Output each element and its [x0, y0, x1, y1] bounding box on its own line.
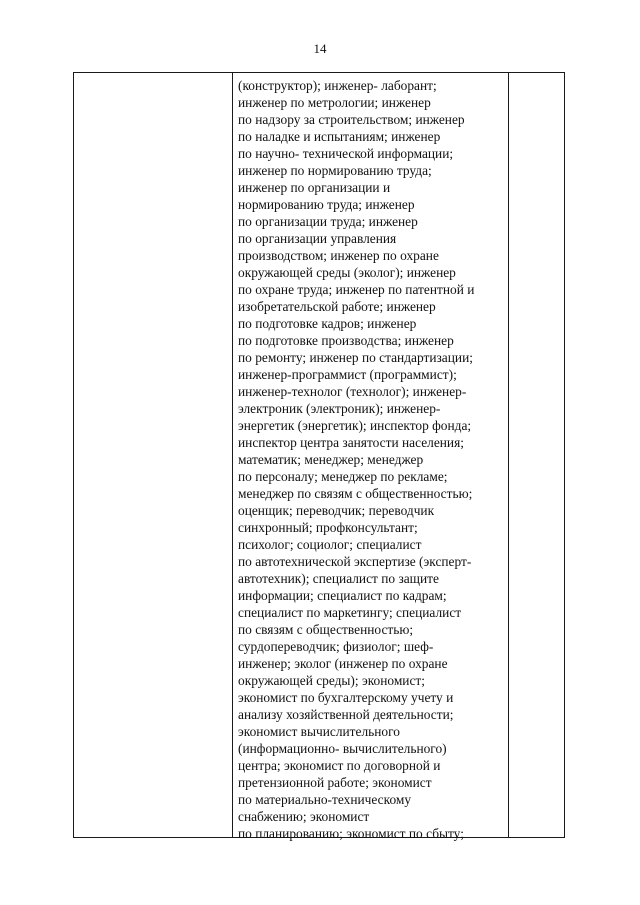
cell-text-line: электроник (электроник); инженер-: [238, 401, 441, 416]
cell-text-line: по организации труда; инженер: [238, 214, 418, 229]
cell-text-line: окружающей среды (эколог); инженер: [238, 265, 456, 280]
cell-text-line: по надзору за строительством; инженер: [238, 112, 465, 127]
cell-text-line: по планированию; экономист по сбыту;: [238, 826, 464, 841]
cell-text-line: инженер по организации и: [238, 180, 391, 195]
cell-text-line: производством; инженер по охране: [238, 248, 439, 263]
cell-text-line: инспектор центра занятости населения;: [238, 435, 464, 450]
cell-text-line: синхронный; профконсультант;: [238, 520, 418, 535]
cell-text-line: инженер по нормированию труда;: [238, 163, 432, 178]
cell-text-line: автотехник); специалист по защите: [238, 571, 439, 586]
column-divider-left: [232, 73, 233, 837]
cell-text-line: по ремонту; инженер по стандартизации;: [238, 350, 473, 365]
cell-text-line: экономист вычислительного: [238, 724, 400, 739]
cell-text-line: анализу хозяйственной деятельности;: [238, 707, 454, 722]
cell-text-line: по материально-техническому: [238, 792, 412, 807]
cell-text-line: сурдопереводчик; физиолог; шеф-: [238, 639, 434, 654]
column-divider-right: [508, 73, 509, 837]
cell-text-line: экономист по бухгалтерскому учету и: [238, 690, 454, 705]
positions-list-cell: [238, 77, 508, 842]
cell-text-line: инженер по метрологии; инженер: [238, 95, 431, 110]
cell-text-line: нормированию труда; инженер: [238, 197, 415, 212]
cell-text-line: снабжению; экономист: [238, 809, 370, 824]
cell-text-line: энергетик (энергетик); инспектор фонда;: [238, 418, 472, 433]
cell-text-line: специалист по маркетингу; специалист: [238, 605, 462, 620]
cell-text-line: по организации управления: [238, 231, 397, 246]
cell-text-line: по наладке и испытаниям; инженер: [238, 129, 441, 144]
cell-text-line: инженер-технолог (технолог); инженер-: [238, 384, 467, 399]
cell-text-line: по подготовке кадров; инженер: [238, 316, 417, 331]
cell-text-line: окружающей среды); экономист;: [238, 673, 425, 688]
cell-text-line: по персоналу; менеджер по рекламе;: [238, 469, 448, 484]
cell-text-line: по подготовке производства; инженер: [238, 333, 454, 348]
cell-text-line: претензионной работе; экономист: [238, 775, 432, 790]
page-number: 14: [313, 41, 327, 56]
cell-text-line: психолог; социолог; специалист: [238, 537, 422, 552]
cell-text-line: по охране труда; инженер по патентной и: [238, 282, 475, 297]
cell-text-line: центра; экономист по договорной и: [238, 758, 441, 773]
document-table: [73, 72, 565, 841]
cell-text-line: инженер; эколог (инженер по охране: [238, 656, 448, 671]
cell-text-line: (информационно- вычислительного): [238, 741, 447, 756]
cell-text-line: (конструктор); инженер- лаборант;: [238, 78, 437, 93]
cell-text-line: информации; специалист по кадрам;: [238, 588, 447, 603]
cell-text-line: по научно- технической информации;: [238, 146, 454, 161]
cell-text-line: по автотехнической экспертизе (эксперт-: [238, 554, 472, 569]
cell-text-line: оценщик; переводчик; переводчик: [238, 503, 435, 518]
cell-text-line: по связям с общественностью;: [238, 622, 414, 637]
cell-text-line: менеджер по связям с общественностью;: [238, 486, 473, 501]
cell-text-line: инженер-программист (программист);: [238, 367, 457, 382]
cell-text-line: изобретательской работе; инженер: [238, 299, 436, 314]
cell-text-line: математик; менеджер; менеджер: [238, 452, 424, 467]
